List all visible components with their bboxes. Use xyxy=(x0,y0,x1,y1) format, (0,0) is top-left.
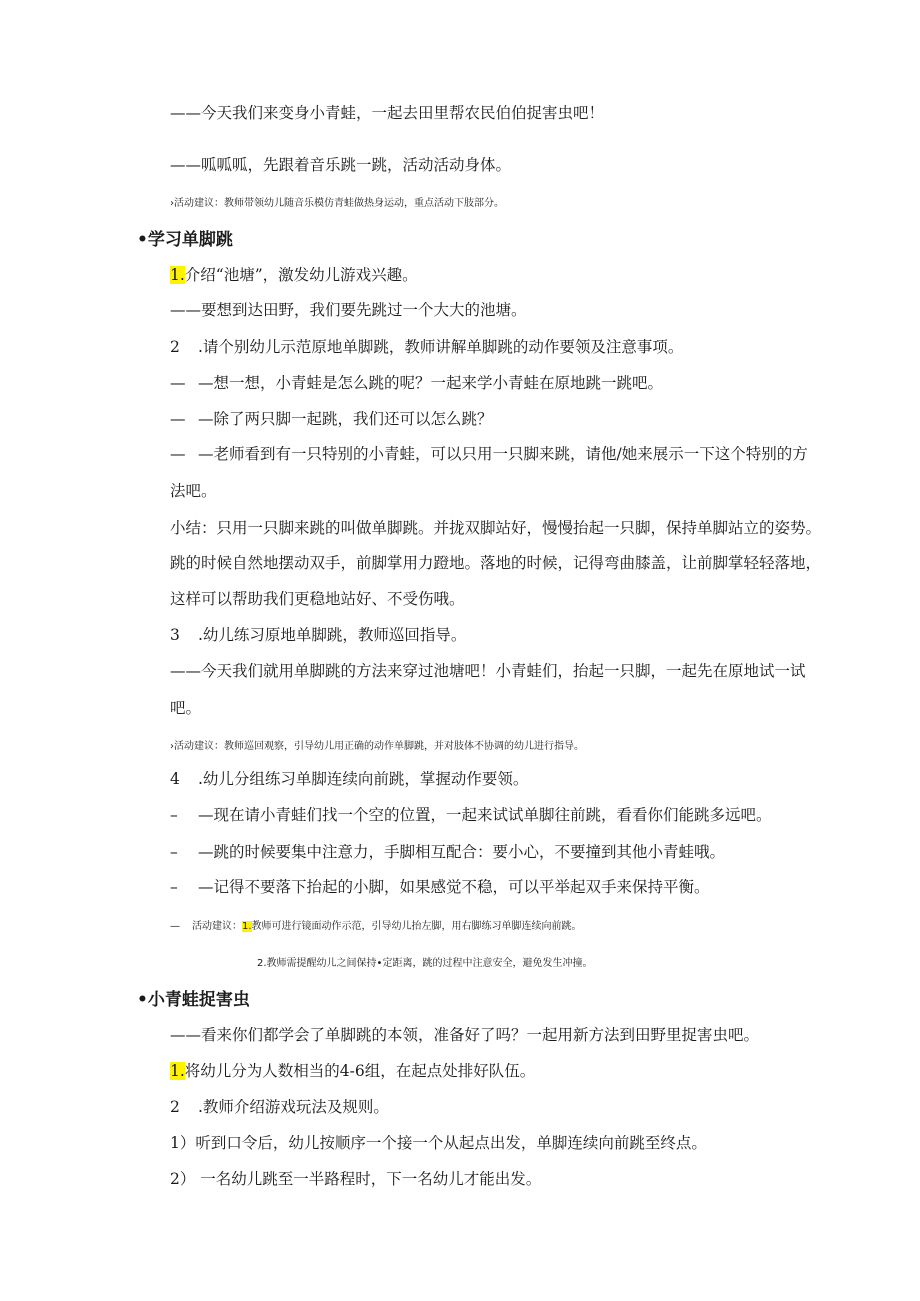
dash: – xyxy=(170,806,178,824)
activity-note: ›活动建议：教师带领幼儿随音乐模仿青蛙做热身运动，重点活动下肢部分。 xyxy=(170,198,504,209)
dialogue-text: —想一想，小青蛙是怎么跳的呢？一起来学小青蛙在原地跳一跳吧。 xyxy=(198,374,664,392)
summary-line: 跳的时候自然地摆动双手，前脚掌用力蹬地。落地的时候，记得弯曲膝盖，让前脚掌轻轻落地， xyxy=(170,554,822,572)
dialogue-line xyxy=(170,805,772,825)
dialogue-line: ——要想到达田野，我们要先跳过一个大大的池塘。 xyxy=(170,301,527,319)
dialogue-line xyxy=(170,373,663,393)
dialogue-text: —老师看到有一只特别的小青蛙，可以只用一只脚来跳，请他/她来展示一下这个特别的方 xyxy=(198,445,808,463)
step-2 xyxy=(170,1097,389,1117)
dash: — xyxy=(170,410,186,428)
step-text: .请个别幼儿示范原地单脚跳，教师讲解单脚跳的动作要领及注意事项。 xyxy=(198,338,684,356)
dialogue-line xyxy=(170,409,493,429)
dash: — xyxy=(170,445,186,463)
rule-item: 2） 一名幼儿跳至一半路程时，下一名幼儿才能出发。 xyxy=(170,1170,542,1188)
dash: – xyxy=(170,843,178,861)
highlighted-note-number: 1. xyxy=(242,921,252,932)
dash: — xyxy=(170,921,180,932)
highlighted-step-number: 1. xyxy=(170,1062,185,1080)
step-2 xyxy=(170,337,683,357)
summary-line: 小结：只用一只脚来跳的叫做单脚跳。并拢双脚站好，慢慢抬起一只脚，保持单脚站立的姿势。 xyxy=(170,519,822,537)
dialogue-line: ——今天我们就用单脚跳的方法来穿过池塘吧！小青蛙们，抬起一只脚，一起先在原地试一试 xyxy=(170,662,806,680)
dash: — xyxy=(170,374,186,392)
dialogue-line xyxy=(170,877,710,897)
dialogue-text: —跳的时候要集中注意力，手脚相互配合：要小心，不要撞到其他小青蛙哦。 xyxy=(198,843,726,861)
activity-note: 2.教师需提醒幼儿之间保持•定距离，跳的过程中注意安全，避免发生冲撞。 xyxy=(257,958,593,969)
step-number: 2 xyxy=(170,338,180,356)
section-heading-single-leg-jump: •学习单脚跳 xyxy=(137,230,233,250)
activity-note xyxy=(170,920,582,934)
note-text: 教师可进行镜面动作示范，引导幼儿抬左脚，用右脚练习单脚连续向前跳。 xyxy=(251,921,582,932)
step-text: .幼儿练习原地单脚跳，教师巡回指导。 xyxy=(198,626,467,644)
step-1 xyxy=(170,1061,535,1081)
dialogue-line: ——今天我们来变身小青蛙，一起去田里帮农民伯伯捉害虫吧！ xyxy=(170,104,605,122)
step-text: 介绍“池塘”，激发幼儿游戏兴趣。 xyxy=(184,266,418,284)
dialogue-text: —除了两只脚一起跳，我们还可以怎么跳？ xyxy=(198,410,493,428)
step-number: 2 xyxy=(170,1098,180,1116)
step-text: 将幼儿分为人数相当的4-6组，在起点处排好队伍。 xyxy=(184,1062,536,1080)
note-lead: 活动建议： xyxy=(192,921,242,932)
dialogue-line xyxy=(170,444,808,464)
summary-line: 这样可以帮助我们更稳地站好、不受伤哦。 xyxy=(170,590,465,608)
section-heading-catch-bugs: •小青蛙捉害虫 xyxy=(137,990,250,1010)
dialogue-line: ——看来你们都学会了单脚跳的本领，准备好了吗？一起用新方法到田野里捉害虫吧。 xyxy=(170,1026,760,1044)
dialogue-text: —记得不要落下抬起的小脚，如果感觉不稳，可以平举起双手来保持平衡。 xyxy=(198,878,710,896)
dialogue-line xyxy=(170,842,725,862)
step-text: .幼儿分组练习单脚连续向前跳，掌握动作要领。 xyxy=(198,770,529,788)
step-text: .教师介绍游戏玩法及规则。 xyxy=(198,1098,389,1116)
activity-note: ›活动建议：教师巡回观察，引导幼儿用正确的动作单脚跳，并对肢体不协调的幼儿进行指导。 xyxy=(170,741,584,752)
dash: – xyxy=(170,878,178,896)
dialogue-line-continued: 法吧。 xyxy=(170,482,217,500)
step-number: 3 xyxy=(170,626,180,644)
step-4 xyxy=(170,769,528,789)
highlighted-step-number: 1. xyxy=(170,266,185,284)
dialogue-text: —现在请小青蛙们找一个空的位置，一起来试试单脚往前跳，看看你们能跳多远吧。 xyxy=(198,806,772,824)
step-3 xyxy=(170,625,466,645)
step-number: 4 xyxy=(170,770,180,788)
dialogue-line-continued: 吧。 xyxy=(170,699,202,717)
rule-item: 1）听到口令后，幼儿按顺序一个接一个从起点出发，单脚连续向前跳至终点。 xyxy=(170,1134,707,1152)
step-1 xyxy=(170,265,418,285)
dialogue-line: ——呱呱呱，先跟着音乐跳一跳，活动活动身体。 xyxy=(170,156,512,174)
